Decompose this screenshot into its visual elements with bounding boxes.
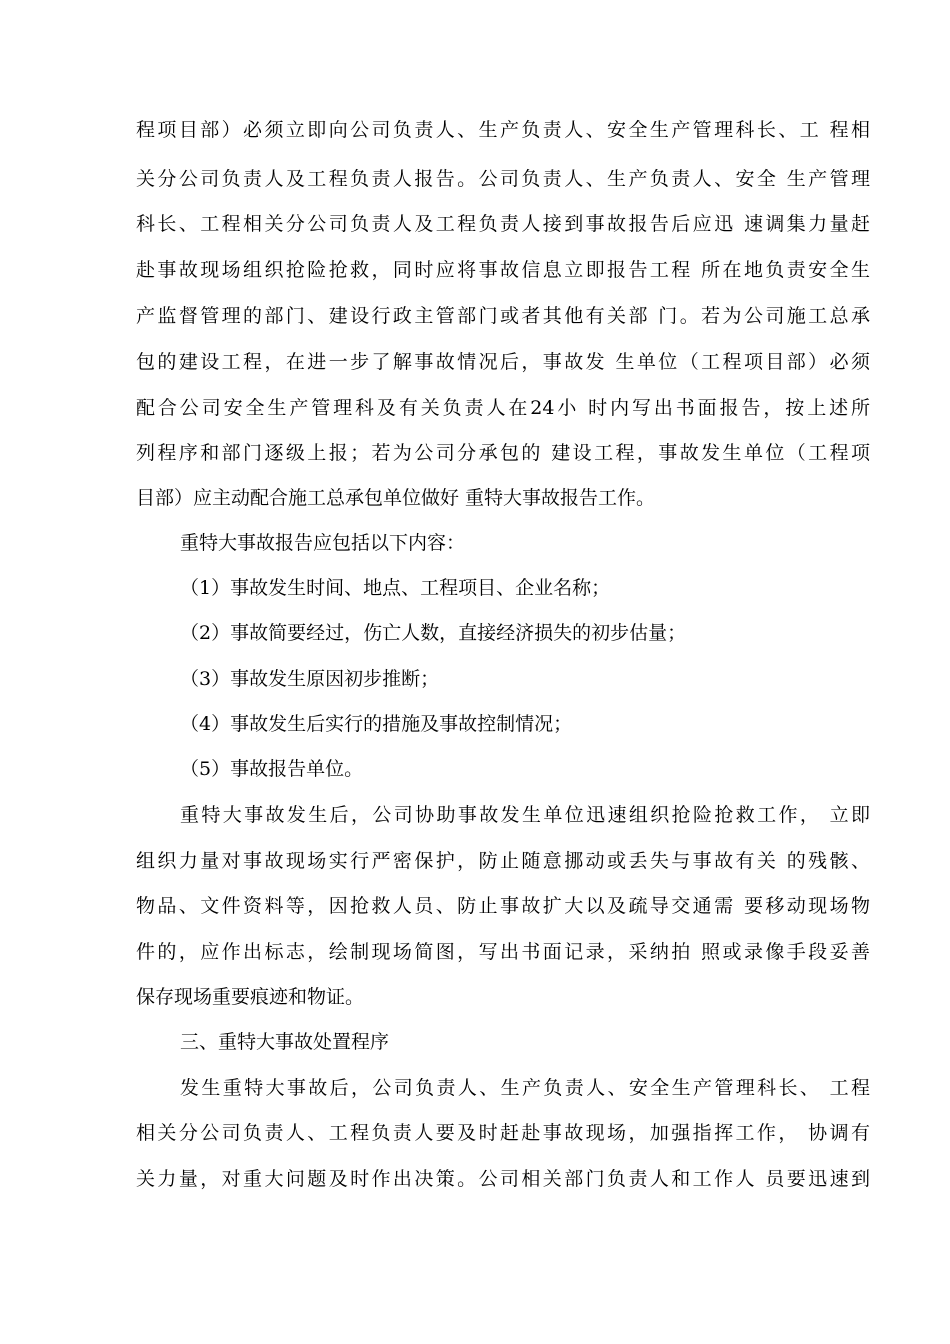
paragraph-line: 物品、文件资料等，因抢救人员、防止事故扩大以及疏导交通需 要移动现场物 xyxy=(136,895,870,917)
paragraph-line: 组织力量对事故现场实行严密保护，防止随意挪动或丢失与事故有关 的残骸、 xyxy=(136,850,870,872)
paragraph-line: 赴事故现场组织抢险抢救，同时应将事故信息立即报告工程 所在地负责安全生 xyxy=(136,259,870,281)
list-item: （1）事故发生时间、地点、工程项目、企业名称； xyxy=(180,577,611,599)
list-item: （3）事故发生原因初步推断； xyxy=(180,668,440,690)
section-intro: 重特大事故报告应包括以下内容： xyxy=(180,532,466,554)
section-heading: 三、重特大事故处置程序 xyxy=(180,1031,390,1053)
paragraph-line: 保存现场重要痕迹和物证。 xyxy=(136,986,365,1008)
paragraph-line: 程项目部）必须立即向公司负责人、生产负责人、安全生产管理科长、工 程相 xyxy=(136,119,870,141)
paragraph-line: 配合公司安全生产管理科及有关负责人在24小 时内写出书面报告，按上述所 xyxy=(136,397,870,419)
paragraph-line: 发生重特大事故后，公司负责人、生产负责人、安全生产管理科长、 工程 xyxy=(180,1077,870,1099)
paragraph-line: 科长、工程相关分公司负责人及工程负责人接到事故报告后应迅 速调集力量赶 xyxy=(136,213,870,235)
paragraph-line: 产监督管理的部门、建设行政主管部门或者其他有关部 门。若为公司施工总承 xyxy=(136,305,870,327)
paragraph-line: 列程序和部门逐级上报；若为公司分承包的 建设工程，事故发生单位（工程项 xyxy=(136,442,870,464)
paragraph-line: 关力量，对重大问题及时作出决策。公司相关部门负责人和工作人 员要迅速到 xyxy=(136,1168,870,1190)
list-item: （4）事故发生后实行的措施及事故控制情况； xyxy=(180,713,573,735)
paragraph-line: 包的建设工程，在进一步了解事故情况后，事故发 生单位（工程项目部）必须 xyxy=(136,351,870,373)
paragraph-line: 件的，应作出标志，绘制现场简图，写出书面记录，采纳拍 照或录像手段妥善 xyxy=(136,941,870,963)
paragraph-line: 目部）应主动配合施工总承包单位做好 重特大事故报告工作。 xyxy=(136,487,656,509)
paragraph-line: 关分公司负责人及工程负责人报告。公司负责人、生产负责人、安全 生产管理 xyxy=(136,168,870,190)
paragraph-line: 相关分公司负责人、工程负责人要及时赶赴事故现场，加强指挥工作， 协调有 xyxy=(136,1122,870,1144)
paragraph-line: 重特大事故发生后，公司协助事故发生单位迅速组织抢险抢救工作， 立即 xyxy=(180,804,870,826)
list-item: （5）事故报告单位。 xyxy=(180,758,364,780)
list-item: （2）事故简要经过，伤亡人数，直接经济损失的初步估量； xyxy=(180,622,687,644)
